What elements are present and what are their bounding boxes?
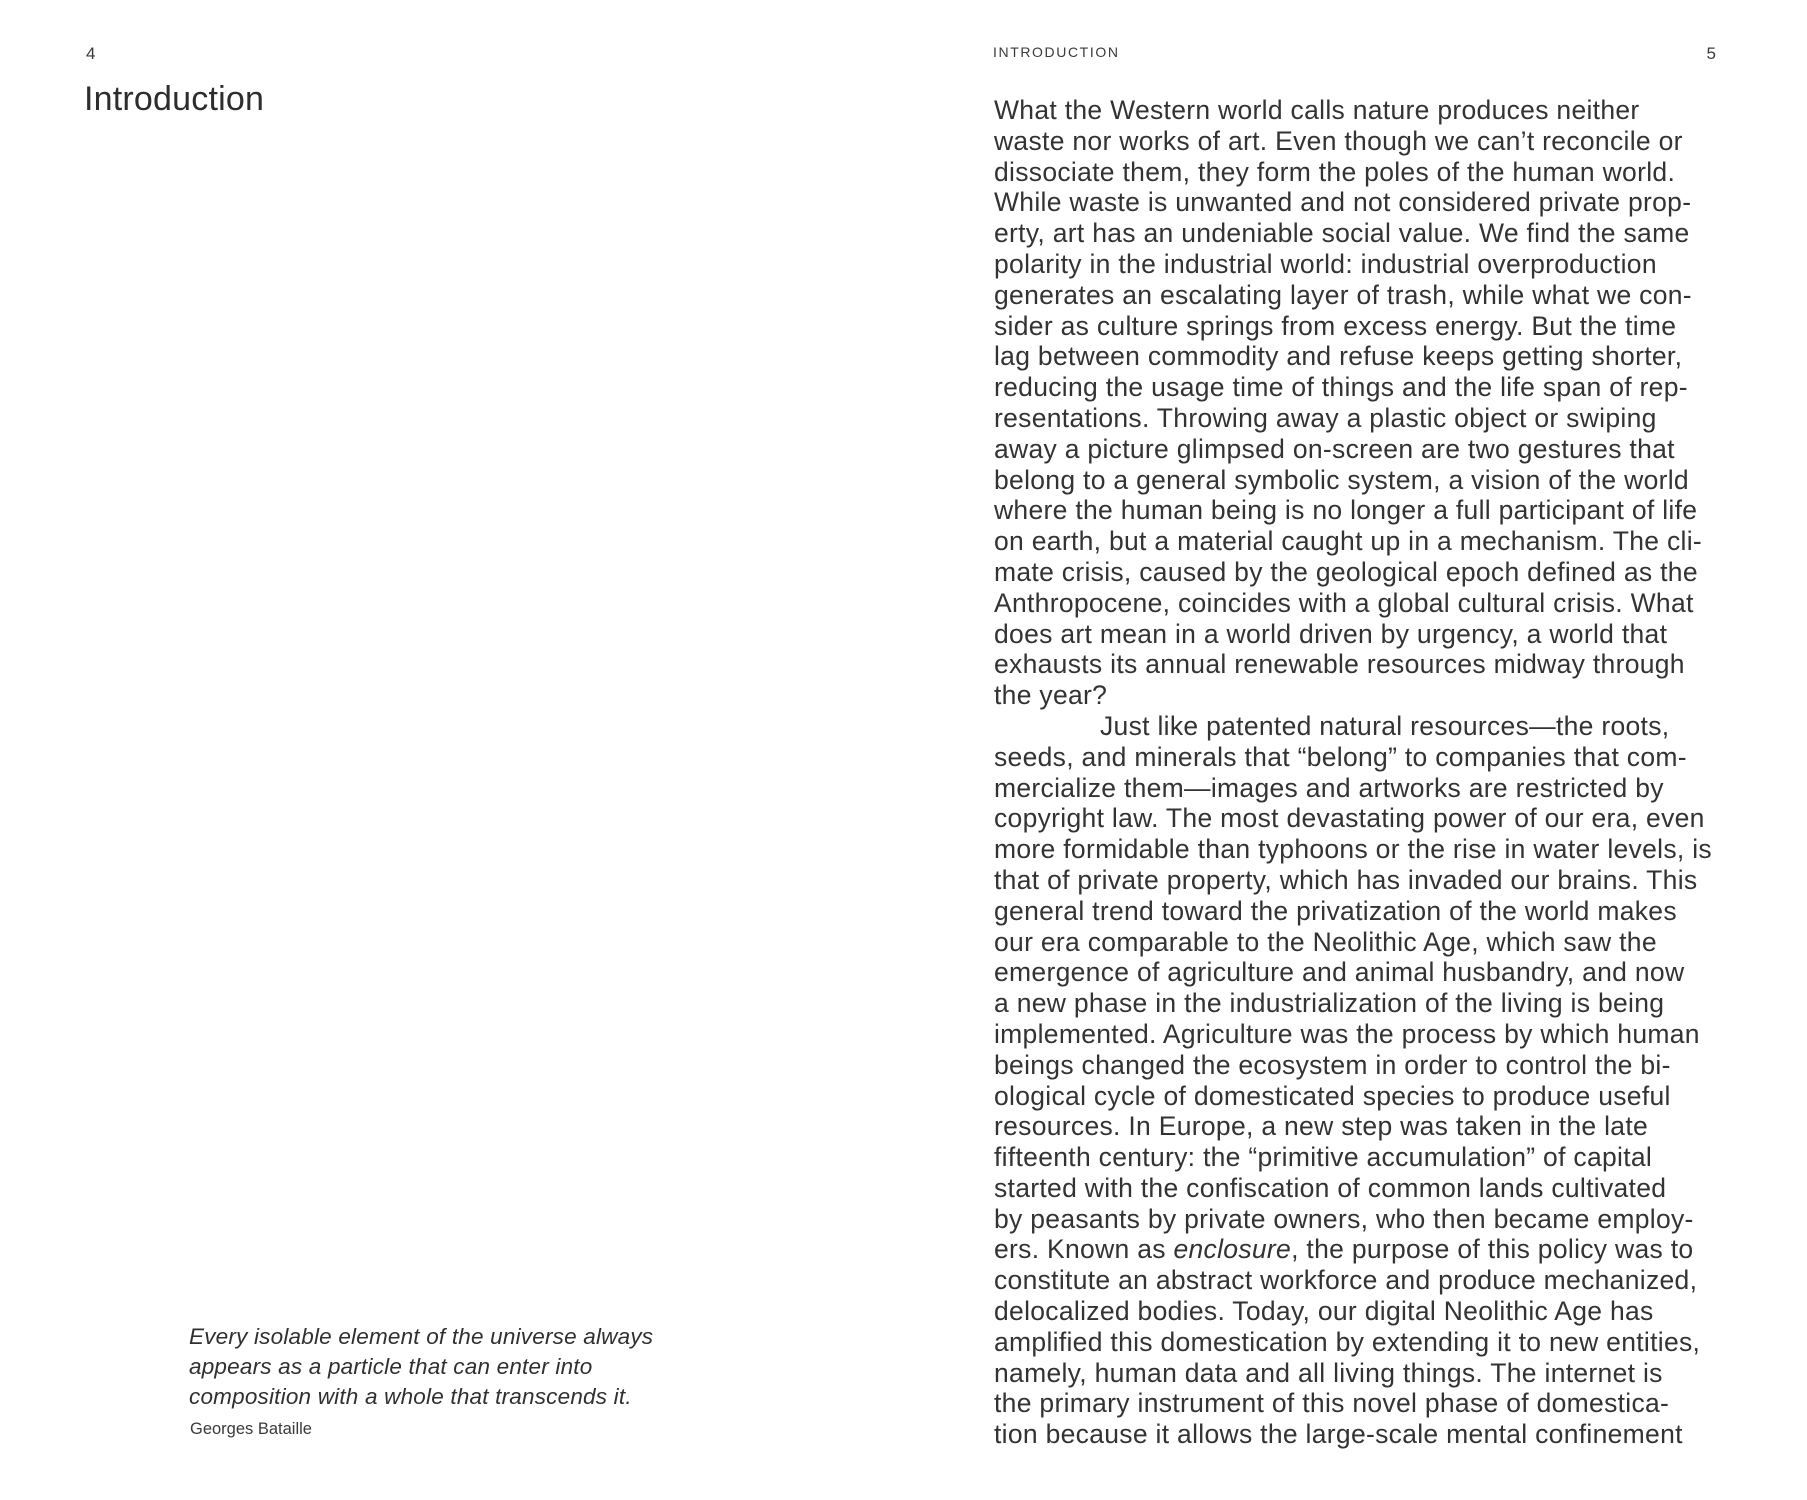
body-text-line: away a picture glimpsed on-screen are two gestures that [994,433,1675,464]
body-text-line: resentations. Throwing away a plastic object or swiping [994,402,1657,433]
body-text-line: beings changed the ecosystem in order to control the bi- [994,1049,1671,1080]
body-text-line: reducing the usage time of things and the life span of rep- [994,372,1688,403]
body-text-line: belong to a general symbolic system, a vision of the world [994,464,1689,495]
body-text-line: that of private property, which has invaded our brains. This [994,864,1698,895]
body-text-line: namely, human data and all living things. The internet is [994,1357,1663,1388]
page-number-right: 5 [1706,44,1716,63]
quote-line: appears as a particle that can enter into [189,1354,593,1379]
body-text-line: fifteenth century: the “primitive accumulation” of capital [994,1142,1653,1173]
body-text-line: seeds, and minerals that “belong” to companies that com- [994,741,1687,772]
body-text-line: does art mean in a world driven by urgency, a world that [994,618,1668,649]
body-text-line: tion because it allows the large-scale mental confinement [994,1419,1683,1450]
body-text-line: While waste is unwanted and not considered private prop- [994,187,1692,218]
body-text-line: constitute an abstract workforce and produce mechanized, [994,1265,1698,1296]
body-text-line: exhausts its annual renewable resources midway through [994,649,1685,680]
body-text-line: What the Western world calls nature produces neither [994,95,1640,125]
page-right [903,0,1807,1500]
body-text-line: by peasants by private owners, who then became employ- [994,1203,1694,1234]
body-text-line: resources. In Europe, a new step was taken in the late [994,1111,1649,1142]
page-number-left: 4 [86,44,96,63]
body-text-line: delocalized bodies. Today, our digital Neolithic Age has [994,1296,1654,1327]
body-text-line: ers. Known as enclosure, the purpose of this policy was to [994,1234,1694,1265]
body-text-line: copyright law. The most devastating power of our era, even [994,803,1705,834]
body-text-line: Just like patented natural resources—the roots, [1100,710,1670,741]
body-text-line: general trend toward the privatization of the world makes [994,895,1677,926]
body-text-line: generates an escalating layer of trash, while what we con- [994,279,1692,310]
body-text-line: waste nor works of art. Even though we can’t reconcile or [994,125,1683,156]
body-text-line: mate crisis, caused by the geological epoch defined as the [994,556,1698,587]
body-text-line: emergence of agriculture and animal husbandry, and now [994,957,1685,988]
body-text-line: implemented. Agriculture was the process by which human [994,1018,1700,1049]
body-text-line: Anthropocene, coincides with a global cultural crisis. What [994,587,1694,618]
chapter-title: Introduction [84,80,265,118]
running-header: INTRODUCTION [993,44,1120,60]
epigraph-attribution: Georges Bataille [190,1420,312,1438]
body-text-line: more formidable than typhoons or the rise in water levels, is [994,834,1712,865]
quote-line: composition with a whole that transcends it. [189,1384,632,1409]
body-text-line: ological cycle of domesticated species to produce useful [994,1080,1671,1111]
body-text-line: amplified this domestication by extending it to new entities, [994,1326,1701,1357]
page-left [0,0,903,1500]
body-text-line: mercialize them—images and artworks are restricted by [994,772,1664,803]
epigraph-quote [189,1322,653,1412]
quote-line: Every isolable element of the universe always [189,1324,654,1349]
body-text-line: where the human being is no longer a full participant of life [994,495,1698,526]
body-column [994,95,1719,1450]
body-text-line: lag between commodity and refuse keeps getting shorter, [994,341,1683,372]
body-text-line: erty, art has an undeniable social value. We find the same [994,218,1690,249]
body-text-line: on earth, but a material caught up in a mechanism. The cli- [994,526,1703,557]
body-text-line: the year? [994,680,1108,711]
body-text-line: polarity in the industrial world: industrial overproduction [994,248,1657,279]
body-text-line: our era comparable to the Neolithic Age, which saw the [994,926,1657,957]
body-text-line: dissociate them, they form the poles of the human world. [994,156,1676,187]
body-text-line: the primary instrument of this novel phase of domestica- [994,1388,1670,1419]
body-text-line: a new phase in the industrialization of the living is being [994,988,1665,1019]
body-text-line: sider as culture springs from excess energy. But the time [994,310,1677,341]
body-text-line: started with the confiscation of common lands cultivated [994,1172,1667,1203]
